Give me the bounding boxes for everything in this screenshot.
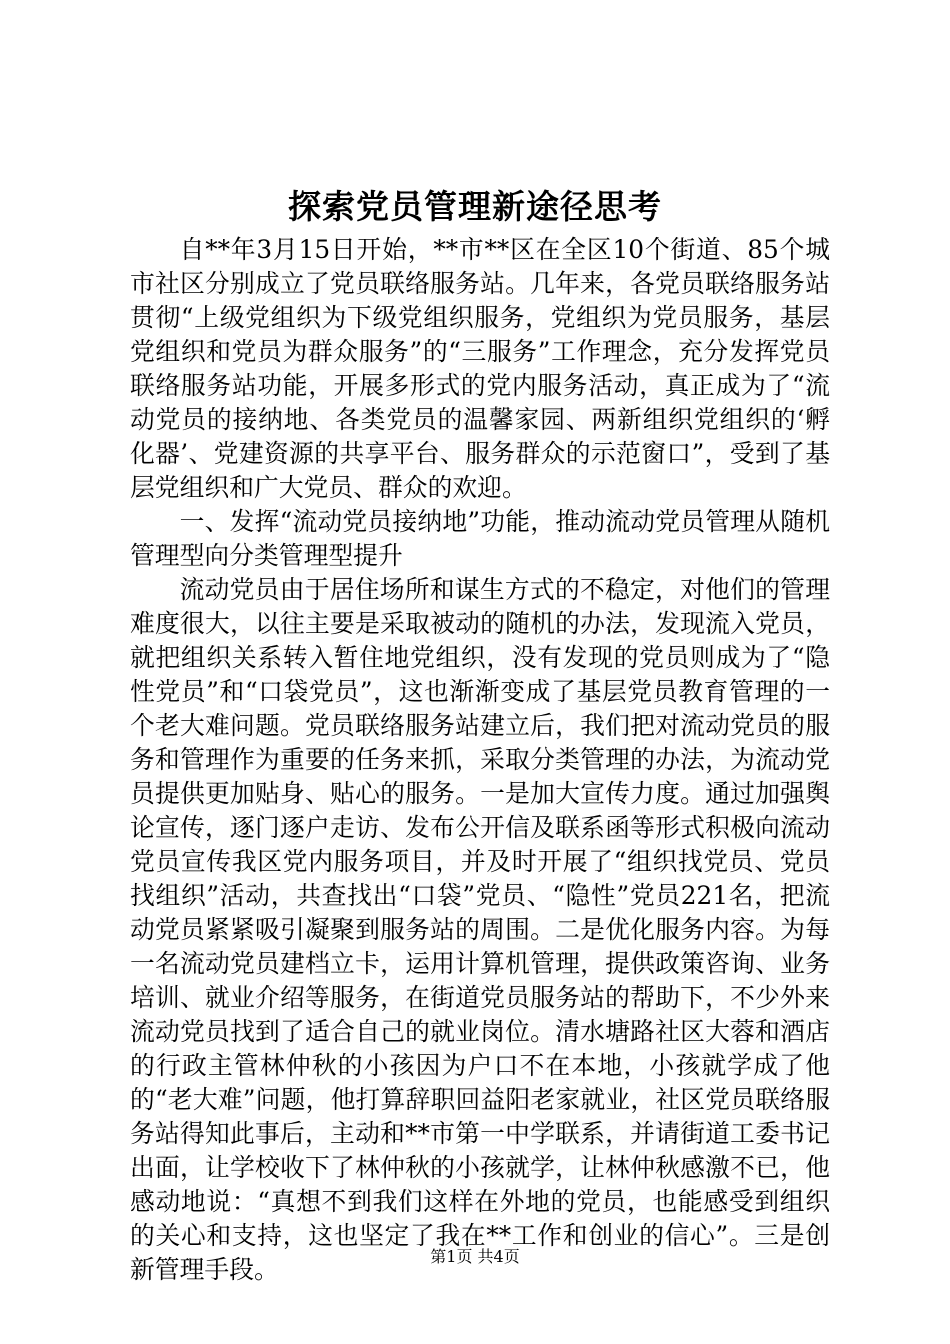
page-number-footer: 第1页 共4页 [430,1247,520,1266]
paragraph-section-1: 流动党员由于居住场所和谋生方式的不稳定，对他们的管理难度很大，以往主要是采取被动的随机的办法，发现流入党员，就把组织关系转入暂住地党组织，没有发现的党员则成为了“隐性党员”和“口袋党员”，这也渐渐变成了基层党员教育管理的一个老大难问题。党员联络服务站建立后，我们把对流动党员的服务和管理作为重要的任务来抓，采取分类管理的办法，为流动党员提供更加贴身、贴心的服务。一是加大宣传力度。通过加强舆论宣传，逐门逐户走访、发布公开信及联系函等形式积极向流动党员宣传我区党内服务项目，并及时开展了“组织找党员、党员找组织”活动，共查找出“口袋”党员、“隐性”党员221名，把流动党员紧紧吸引凝聚到服务站的周围。二是优化服务内容。为每一名流动党员建档立卡，运用计算机管理，提供政策咨询、业务培训、就业介绍等服务，在街道党员服务站的帮助下，不少外来流动党员找到了适合自己的就业岗位。清水塘路社区大蓉和酒店的行政主管林仲秋的小孩因为户口不在本地，小孩就学成了他的“老大难”问题，他打算辞职回益阳老家就业，社区党员联络服务站得知此事后，主动和**市第一中学联系，并请街道工委书记出面，让学校收下了林仲秋的小孩就学，让林仲秋感激不已，他感动地说：“真想不到我们这样在外地的党员，也能感受到组织的关心和支持，这也坚定了我在**工作和创业的信心”。三是创新管理手段。 [130,575,830,1284]
document-title: 探索党员管理新途径思考 [288,187,662,226]
paragraph-intro: 自**年3月15日开始，**市**区在全区10个街道、85个城市社区分别成立了党员联络服务站。几年来，各党员联络服务站贯彻“上级党组织为下级党组织服务，党组织为党员服务，基层党组织和党员为群众服务”的“三服务”工作理念，充分发挥党员联络服务站功能，开展多形式的党内服务活动，真正成为了“流动党员的接纳地、各类党员的温馨家园、两新组织党组织的‘孵化器’、党建资源的共享平台、服务群众的示范窗口”，受到了基层党组织和广大党员、群众的欢迎。 [130,235,830,502]
document-body [130,233,830,1287]
section-heading-1: 一、发挥“流动党员接纳地”功能，推动流动党员管理从随机管理型向分类管理型提升 [130,507,830,570]
